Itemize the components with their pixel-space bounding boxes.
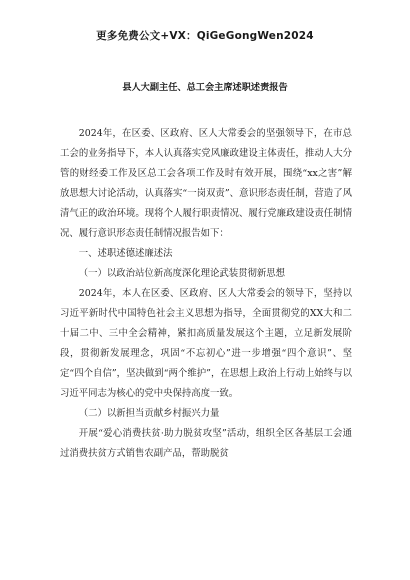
document-title: 县人大副主任、总工会主席述职述责报告 [122,82,288,93]
paragraph-intro: 2024年，在区委、区政府、区人大常委会的坚强领导下，在市总工会的业务指导下，本人认真落实党风廉政建设主体责任，推动人大分管的财经委工作及区总工会各项工作及时有效开展，围绕“xx之害”解放思想大讨论活动，认真落实“一岗双责”、意识形态责任制，营造了风清气正的政治环境。现将个人履行职责情况、履行党廉政建设责任制情况、履行意识形态责任制情况报告如下： [60,128,352,239]
header-watermark-text: 更多免费公文+VX：QiGeGongWen2024 [96,30,314,42]
document-body [60,124,352,464]
section-heading-1: 一、述职述德述廉述法 [78,248,173,259]
subsection-heading-2: （二）以新担当贡献乡村振兴力量 [78,408,220,419]
paragraph-rural: 开展“爱心消费扶贫·助力脱贫攻坚”活动，组织全区各基层工会通过消费扶贫方式销售农副产品，帮助脱贫 [60,428,352,459]
subsection-heading-1: （一）以政治站位新高度深化理论武装贯彻新思想 [78,268,286,279]
paragraph-political: 2024年，本人在区委、区政府、区人大常委会的领导下，坚持以习近平新时代中国特色社会主义思想为指导，全面贯彻党的XX大和二十届二中、三中全会精神，紧扣高质量发展这个主题，立足新发展阶段，贯彻新发展理念，巩固“不忘初心”进一步增强“四个意识”、坚定“四个自信”，坚决做到“两个维护”，在思想上政治上行动上始终与以习近平同志为核心的党中央保持高度一致。 [60,288,352,399]
